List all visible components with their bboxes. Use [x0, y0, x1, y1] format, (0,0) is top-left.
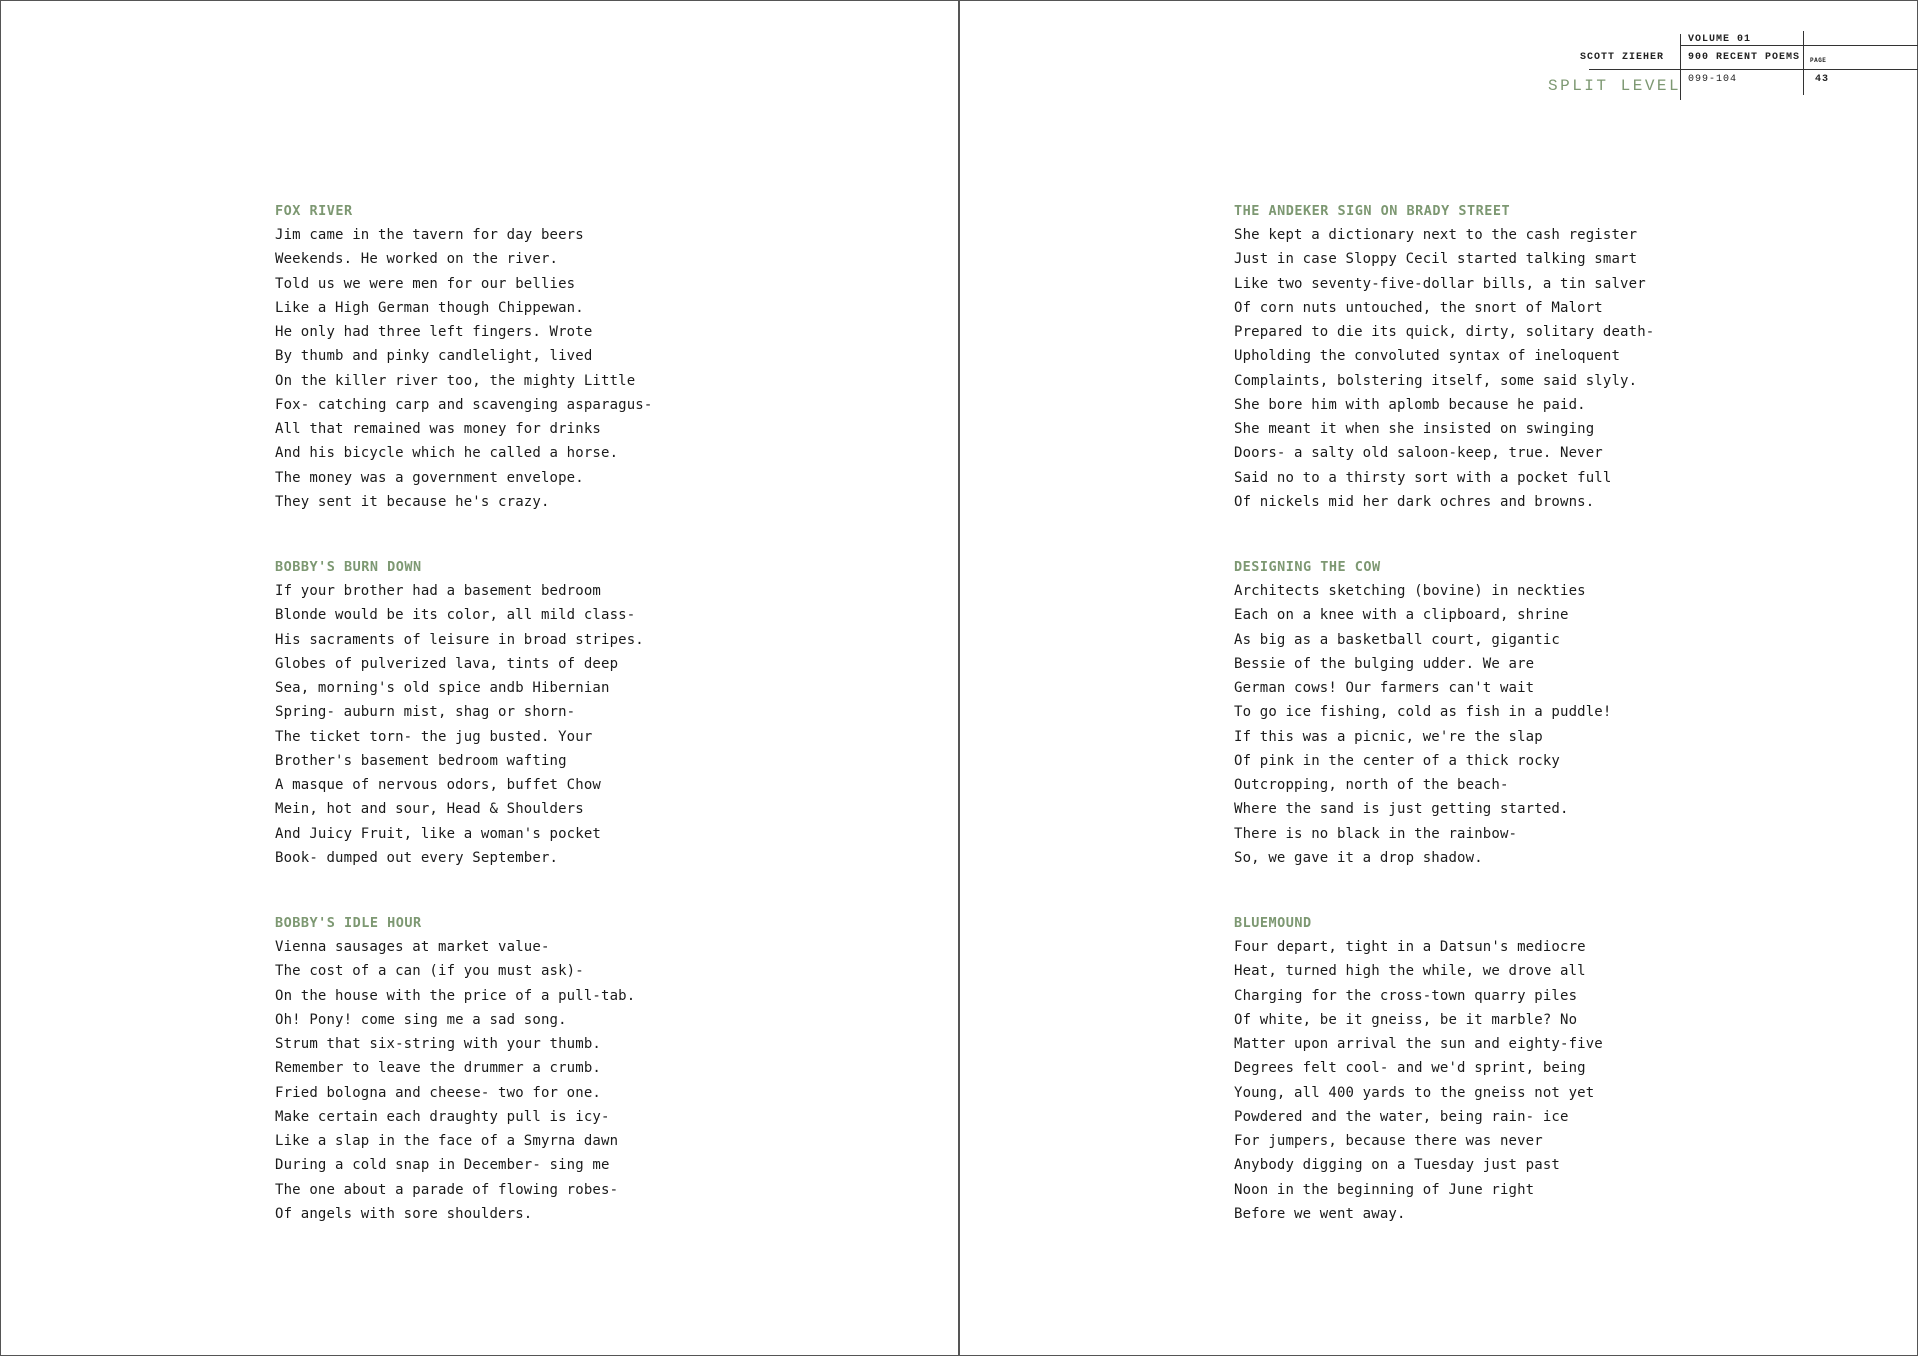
poem-line: During a cold snap in December- sing me [275, 1157, 610, 1174]
poem-line: As big as a basketball court, gigantic [1234, 631, 1560, 648]
poem-line: Globes of pulverized lava, tints of deep [275, 655, 619, 672]
poem-line: Jim came in the tavern for day beers [275, 227, 584, 243]
poem-line: Book- dumped out every September. [275, 849, 559, 866]
poem-line: The one about a parade of flowing robes- [275, 1181, 619, 1198]
poem [1234, 555, 1754, 870]
volume-label: VOLUME 01 [1688, 34, 1752, 45]
poem-line: Prepared to die its quick, dirty, solitary death- [1234, 324, 1655, 340]
poem-line: Where the sand is just getting started. [1234, 801, 1569, 818]
poem-line: Upholding the convoluted syntax of ineloquent [1234, 348, 1621, 365]
poem-line: Spring- auburn mist, shag or shorn- [275, 704, 576, 721]
poem-line: Charging for the cross-town quarry piles [1234, 987, 1578, 1004]
poem-line: The ticket torn- the jug busted. Your [275, 728, 593, 745]
poem-line: Each on a knee with a clipboard, shrine [1234, 607, 1569, 624]
poem-line: Of angels with sore shoulders. [275, 1205, 533, 1222]
poem-line: If your brother had a basement bedroom [275, 583, 601, 599]
poem-line: If this was a picnic, we're the slap [1234, 728, 1543, 745]
header-rule-mid-vertical [1803, 31, 1804, 45]
poem [1234, 199, 1754, 514]
poem-line: To go ice fishing, cold as fish in a puddle! [1234, 704, 1612, 721]
poem-line: There is no black in the rainbow- [1234, 825, 1518, 842]
poem-line: Just in case Sloppy Cecil started talking smart [1234, 251, 1638, 268]
poem-line: All that remained was money for drinks [275, 421, 601, 437]
header-rule-middle [1589, 69, 1918, 70]
right-page [959, 0, 1918, 1356]
poem-line: And Juicy Fruit, like a woman's pocket [275, 825, 601, 842]
poem-line: A masque of nervous odors, buffet Chow [275, 777, 601, 793]
poem-line: On the house with the price of a pull-tab. [275, 987, 636, 1004]
author-name: SCOTT ZIEHER [1580, 52, 1665, 63]
poem-title: BLUEMOUND [1234, 915, 1312, 931]
poem-line: Powdered and the water, being rain- ice [1234, 1108, 1569, 1125]
poem-line: The cost of a can (if you must ask)- [275, 963, 584, 980]
poem-line: Of nickels mid her dark ochres and browns. [1234, 493, 1595, 510]
poem-line: Fried bologna and cheese- two for one. [275, 1084, 601, 1101]
page-number: 43 [1815, 74, 1830, 85]
poem-line: Four depart, tight in a Datsun's mediocre [1234, 939, 1586, 955]
poem-line: Oh! Pony! come sing me a sad song. [275, 1011, 567, 1028]
poem-line: Said no to a thirsty sort with a pocket full [1234, 469, 1612, 486]
poem-line: Brother's basement bedroom wafting [275, 752, 567, 769]
page-range: 099-104 [1688, 74, 1738, 85]
poem-line: Sea, morning's old spice andb Hibernian [275, 680, 610, 696]
left-poem-column [275, 199, 795, 1267]
poem-line: And his bicycle which he called a horse. [275, 445, 619, 462]
page-label: PAGE [1810, 57, 1827, 64]
poem-line: Of pink in the center of a thick rocky [1234, 752, 1560, 769]
poem [275, 555, 795, 870]
poem-line: Doors- a salty old saloon-keep, true. Never [1234, 445, 1603, 462]
poem-line: Told us we were men for our bellies [275, 275, 576, 292]
poem-line: For jumpers, because there was never [1234, 1133, 1543, 1149]
right-poem-column [1234, 199, 1754, 1267]
section-title: SPLIT LEVEL [1548, 77, 1682, 95]
poem-line: They sent it because he's crazy. [275, 493, 550, 510]
poem-line: Mein, hot and sour, Head & Shoulders [275, 801, 584, 818]
poem-line: Before we went away. [1234, 1205, 1406, 1222]
poem-line: She bore him with aplomb because he paid. [1234, 396, 1586, 413]
header-rule-page-vertical [1803, 45, 1804, 69]
poem-line: She meant it when she insisted on swinging [1234, 421, 1595, 437]
poem-line: Make certain each draughty pull is icy- [275, 1108, 610, 1125]
poem-line: Remember to leave the drummer a crumb. [275, 1060, 601, 1077]
poem-line: He only had three left fingers. Wrote [275, 324, 593, 340]
poem-title: FOX RIVER [275, 203, 353, 219]
header-rule-top [1680, 45, 1918, 46]
header-rule-page-vertical-lower [1803, 69, 1804, 95]
poem-line: She kept a dictionary next to the cash register [1234, 227, 1638, 243]
poem-line: The money was a government envelope. [275, 469, 584, 486]
poem-line: German cows! Our farmers can't wait [1234, 680, 1535, 696]
poem-line: On the killer river too, the mighty Little [275, 372, 636, 389]
poem-line: Like a High German though Chippewan. [275, 299, 584, 316]
poem-line: Of corn nuts untouched, the snort of Malort [1234, 299, 1603, 316]
poem-line: Vienna sausages at market value- [275, 939, 550, 955]
poem-line: Young, all 400 yards to the gneiss not yet [1234, 1084, 1595, 1101]
poem-line: Anybody digging on a Tuesday just past [1234, 1157, 1560, 1174]
poem-title: BOBBY'S IDLE HOUR [275, 915, 422, 931]
poem-line: Like two seventy-five-dollar bills, a tin salver [1234, 275, 1646, 292]
poem-line: Complaints, bolstering itself, some said slyly. [1234, 372, 1638, 389]
poem-line: By thumb and pinky candlelight, lived [275, 348, 593, 365]
poem-line: Architects sketching (bovine) in neckties [1234, 583, 1586, 599]
poem-line: So, we gave it a drop shadow. [1234, 849, 1483, 866]
poem-line: Blonde would be its color, all mild class- [275, 607, 636, 624]
poem-line: Of white, be it gneiss, be it marble? No [1234, 1011, 1578, 1028]
poem [1234, 911, 1754, 1226]
poem-title: BOBBY'S BURN DOWN [275, 559, 422, 575]
running-header [1548, 31, 1918, 103]
left-page [0, 0, 959, 1356]
poem-line: Heat, turned high the while, we drove all [1234, 963, 1586, 980]
poem-line: Weekends. He worked on the river. [275, 251, 559, 268]
poem-line: Outcropping, north of the beach- [1234, 777, 1509, 793]
poem-title: THE ANDEKER SIGN ON BRADY STREET [1234, 203, 1511, 219]
poem-line: Bessie of the bulging udder. We are [1234, 655, 1535, 672]
poem [275, 199, 795, 514]
poem-line: Fox- catching carp and scavenging asparagus- [275, 396, 653, 413]
poem-line: Noon in the beginning of June right [1234, 1181, 1535, 1198]
poem-line: Strum that six-string with your thumb. [275, 1036, 601, 1052]
poem [275, 911, 795, 1226]
poem-title: DESIGNING THE COW [1234, 559, 1381, 575]
poem-line: Degrees felt cool- and we'd sprint, being [1234, 1060, 1586, 1077]
poem-line: Like a slap in the face of a Smyrna dawn [275, 1133, 619, 1149]
poem-line: Matter upon arrival the sun and eighty-five [1234, 1036, 1603, 1052]
book-title: 900 RECENT POEMS [1688, 52, 1801, 63]
poem-line: His sacraments of leisure in broad stripes. [275, 631, 644, 648]
